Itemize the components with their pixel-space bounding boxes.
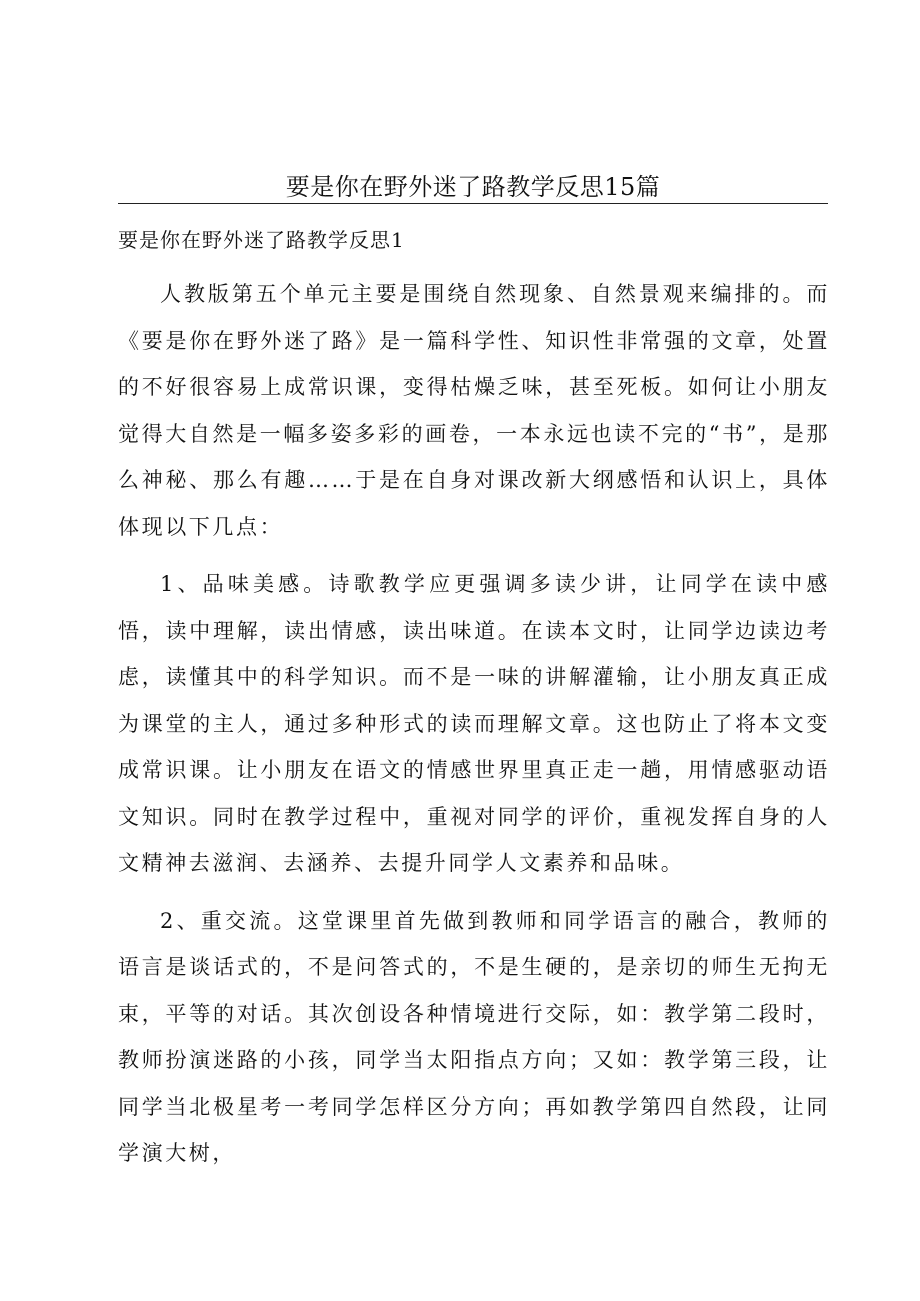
document-body bbox=[118, 271, 830, 1177]
paragraph-point-1: 1、品味美感。诗歌教学应更强调多读少讲，让同学在读中感悟，读中理解，读出情感，读出味道。在读本文时，让同学边读边考虑，读懂其中的科学知识。而不是一味的讲解灌输，让小朋友真正成为课堂的主人，通过多种形式的读而理解文章。这也防止了将本文变成常识课。让小朋友在语文的情感世界里真正走一趟，用情感驱动语文知识。同时在教学过程中，重视对同学的评价，重视发挥自身的人文精神去滋润、去涵养、去提升同学人文素养和品味。 bbox=[118, 572, 830, 875]
paragraph-point-2: 2、重交流。这堂课里首先做到教师和同学语言的融合，教师的语言是谈话式的，不是问答式的，不是生硬的，是亲切的师生无拘无束，平等的对话。其次创设各种情境进行交际，如：教学第二段时，教师扮演迷路的小孩，同学当太阳指点方向；又如：教学第三段，让同学当北极星考一考同学怎样区分方向；再如教学第四自然段，让同学演大树， bbox=[118, 908, 830, 1165]
section-heading: 要是你在野外迷了路教学反思1 bbox=[118, 228, 405, 252]
title-divider bbox=[118, 203, 828, 204]
document-title: 要是你在野外迷了路教学反思15篇 bbox=[285, 173, 661, 201]
paragraph-intro: 人教版第五个单元主要是围绕自然现象、自然景观来编排的。而《要是你在野外迷了路》是一篇科学性、知识性非常强的文章，处置的不好很容易上成常识课，变得枯燥乏味，甚至死板。如何让小朋友觉得大自然是一幅多姿多彩的画卷，一本永远也读不完的“书”，是那么神秘、那么有趣……于是在自身对课改新大纲感悟和认识上，具体体现以下几点： bbox=[118, 282, 830, 539]
